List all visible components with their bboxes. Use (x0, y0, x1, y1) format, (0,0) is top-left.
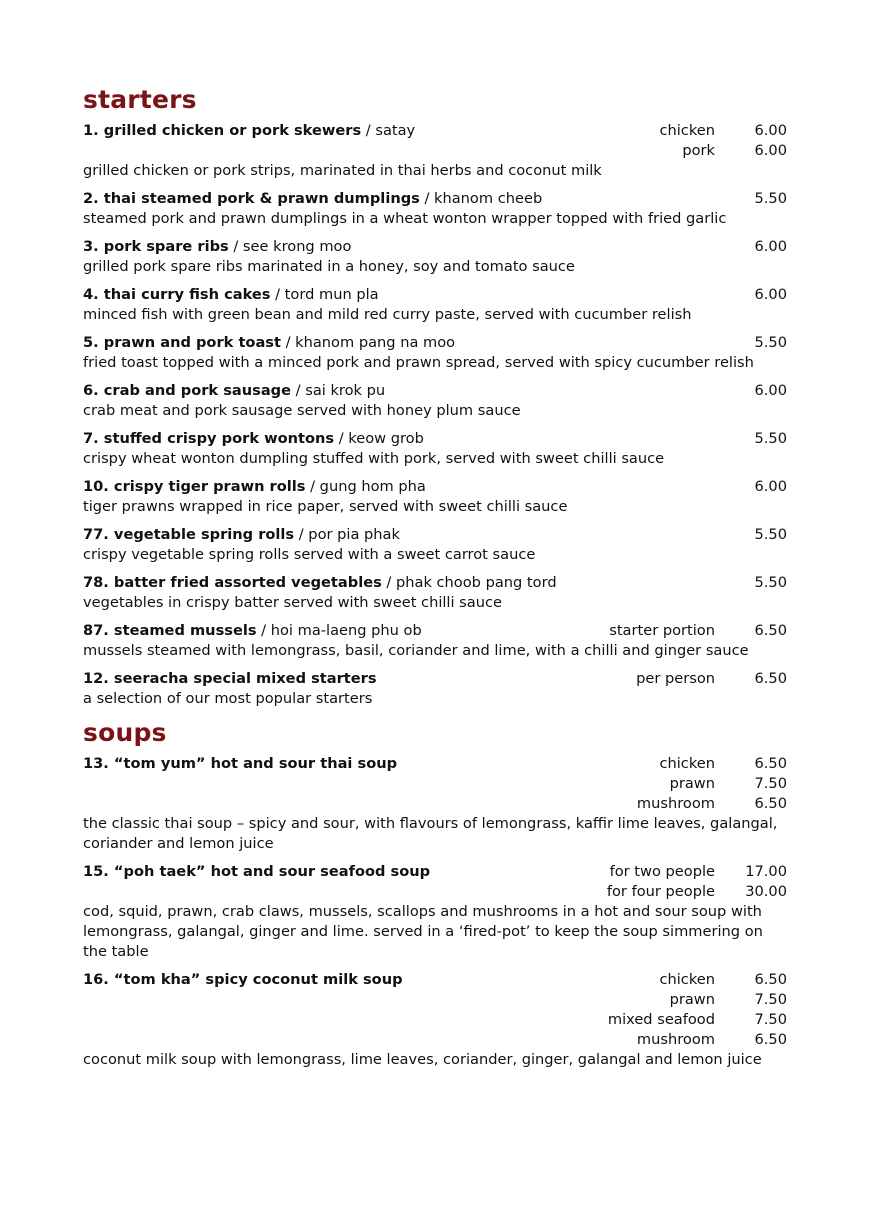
menu-item-name-cell (83, 573, 557, 593)
menu-page (83, 84, 787, 1078)
dish-description: coconut milk soup with lemongrass, lime leaves, coriander, ginger, galangal and lemon juice (83, 1051, 762, 1068)
dish-name: 78. batter fried assorted vegetables (83, 574, 382, 591)
dish-name: 15. “poh taek” hot and sour seafood soup (83, 863, 431, 880)
price: 6.50 (754, 670, 787, 687)
menu-item-row (83, 862, 787, 882)
dish-name: 6. crab and pork sausage (83, 382, 292, 399)
section-title: starters (83, 85, 197, 114)
section-title: soups (83, 718, 167, 747)
menu-item-name-cell (83, 862, 495, 882)
price-variant: chicken (659, 122, 715, 139)
price-variant: chicken (659, 971, 715, 988)
menu-item-row (83, 573, 787, 593)
menu-item (83, 525, 787, 565)
menu-item-name-cell (83, 285, 495, 305)
dish-description: a selection of our most popular starters (83, 690, 373, 707)
menu-item-row (83, 1010, 787, 1030)
price-variant: for four people (606, 883, 715, 900)
dish-name: 87. steamed mussels (83, 622, 257, 639)
dish-description: cod, squid, prawn, crab claws, mussels, scallops and mushrooms in a hot and sour soup with lemongrass, galangal, ginger and lime. served in a ‘fired-pot’ to keep the soup simmering on the table (83, 903, 763, 960)
price: 6.00 (754, 478, 787, 495)
dish-description: the classic thai soup – spicy and sour, with flavours of lemongrass, kaffir lime leaves, galangal, coriander and lemon juice (83, 815, 778, 852)
dish-description: fried toast topped with a minced pork and prawn spread, served with spicy cucumber relish (83, 354, 754, 371)
menu-item-name-cell (83, 189, 542, 209)
menu-item-row (83, 189, 787, 209)
menu-item (83, 429, 787, 469)
price: 6.50 (754, 622, 787, 639)
price: 17.00 (745, 863, 787, 880)
menu-item-name-cell (83, 754, 495, 774)
dish-name: 12. seeracha special mixed starters (83, 670, 377, 687)
dish-name: 1. grilled chicken or pork skewers (83, 122, 362, 139)
thai-name: / tord mun pla (270, 286, 379, 303)
thai-name: / satay (361, 122, 416, 139)
menu-item-name-cell (83, 970, 495, 990)
price: 7.50 (754, 991, 787, 1008)
menu-item (83, 862, 787, 962)
dish-description: grilled chicken or pork strips, marinated in thai herbs and coconut milk (83, 162, 602, 179)
dish-name: 77. vegetable spring rolls (83, 526, 295, 543)
price: 6.50 (754, 795, 787, 812)
dish-description: crispy wheat wonton dumpling stuffed with pork, served with sweet chilli sauce (83, 450, 665, 467)
menu-item-name-cell (83, 669, 495, 689)
price: 6.50 (754, 1031, 787, 1048)
thai-name: / por pia phak (294, 526, 400, 543)
thai-name: / keow grob (334, 430, 424, 447)
price: 6.50 (754, 755, 787, 772)
menu-item (83, 381, 787, 421)
menu-item-name-cell (83, 621, 495, 641)
price-variant: mushroom (636, 1031, 715, 1048)
menu-item-row (83, 429, 787, 449)
thai-name: / see krong moo (228, 238, 352, 255)
menu-item-row (83, 1030, 787, 1050)
menu-item (83, 669, 787, 709)
menu-item-row (83, 621, 787, 641)
price-variant: for two people (609, 863, 715, 880)
menu-item-row (83, 381, 787, 401)
dish-description: crispy vegetable spring rolls served with a sweet carrot sauce (83, 546, 536, 563)
menu-item (83, 477, 787, 517)
price: 5.50 (754, 430, 787, 447)
thai-name: / hoi ma-laeng phu ob (256, 622, 422, 639)
dish-name: 16. “tom kha” spicy coconut milk soup (83, 971, 403, 988)
dish-description: tiger prawns wrapped in rice paper, served with sweet chilli sauce (83, 498, 568, 515)
menu-item-name-cell (83, 237, 495, 257)
dish-description: minced fish with green bean and mild red curry paste, served with cucumber relish (83, 306, 692, 323)
price-variant: starter portion (609, 622, 715, 639)
price: 5.50 (754, 574, 787, 591)
menu-item (83, 621, 787, 661)
dish-description: grilled pork spare ribs marinated in a honey, soy and tomato sauce (83, 258, 575, 275)
thai-name: / sai krok pu (291, 382, 386, 399)
price-variant: mixed seafood (607, 1011, 715, 1028)
menu-item-name-cell (83, 477, 495, 497)
price-variant: mushroom (636, 795, 715, 812)
dish-name: 13. “tom yum” hot and sour thai soup (83, 755, 398, 772)
menu-item-row (83, 333, 787, 353)
menu-item-row (83, 477, 787, 497)
dish-name: 2. thai steamed pork & prawn dumplings (83, 190, 420, 207)
price: 6.00 (754, 142, 787, 159)
dish-name: 4. thai curry fish cakes (83, 286, 271, 303)
menu-item-name-cell (83, 381, 495, 401)
thai-name: / gung hom pha (305, 478, 426, 495)
price: 6.50 (754, 971, 787, 988)
dish-description: mussels steamed with lemongrass, basil, coriander and lime, with a chilli and ginger sauce (83, 642, 749, 659)
menu-item-row (83, 990, 787, 1010)
thai-name: / phak choob pang tord (381, 574, 557, 591)
menu-item-row (83, 121, 787, 141)
menu-item (83, 121, 787, 181)
menu-item (83, 285, 787, 325)
menu-item-row (83, 525, 787, 545)
dish-name: 10. crispy tiger prawn rolls (83, 478, 306, 495)
dish-description: crab meat and pork sausage served with honey plum sauce (83, 402, 521, 419)
price-variant: prawn (669, 991, 715, 1008)
dish-description: vegetables in crispy batter served with sweet chilli sauce (83, 594, 502, 611)
menu-item-name-cell (83, 525, 495, 545)
menu-item-row (83, 285, 787, 305)
dish-name: 7. stuffed crispy pork wontons (83, 430, 335, 447)
price: 6.00 (754, 238, 787, 255)
menu-item-row (83, 794, 787, 814)
menu-item-row (83, 882, 787, 902)
menu-item-row (83, 141, 787, 161)
thai-name: / khanom pang na moo (280, 334, 456, 351)
menu-item (83, 573, 787, 613)
menu-item-row (83, 237, 787, 257)
price: 30.00 (745, 883, 787, 900)
menu-item (83, 754, 787, 854)
price: 5.50 (754, 190, 787, 207)
price: 5.50 (754, 334, 787, 351)
menu-item-row (83, 774, 787, 794)
menu-item-row (83, 669, 787, 689)
dish-name: 5. prawn and pork toast (83, 334, 281, 351)
price-variant: per person (636, 670, 715, 687)
menu-item-name-cell (83, 121, 495, 141)
menu-item-name-cell (83, 333, 495, 353)
price: 6.00 (754, 286, 787, 303)
price: 5.50 (754, 526, 787, 543)
menu-item-name-cell (83, 429, 495, 449)
menu-item (83, 189, 787, 229)
menu-item-row (83, 970, 787, 990)
menu-item-row (83, 754, 787, 774)
price-variant: prawn (669, 775, 715, 792)
price: 6.00 (754, 122, 787, 139)
menu-item (83, 970, 787, 1070)
price-variant: chicken (659, 755, 715, 772)
menu-item (83, 333, 787, 373)
dish-description: steamed pork and prawn dumplings in a wheat wonton wrapper topped with fried garlic (83, 210, 727, 227)
dish-name: 3. pork spare ribs (83, 238, 229, 255)
price: 7.50 (754, 1011, 787, 1028)
price: 7.50 (754, 775, 787, 792)
price: 6.00 (754, 382, 787, 399)
thai-name: / khanom cheeb (419, 190, 543, 207)
menu-item (83, 237, 787, 277)
price-variant: pork (682, 142, 715, 159)
